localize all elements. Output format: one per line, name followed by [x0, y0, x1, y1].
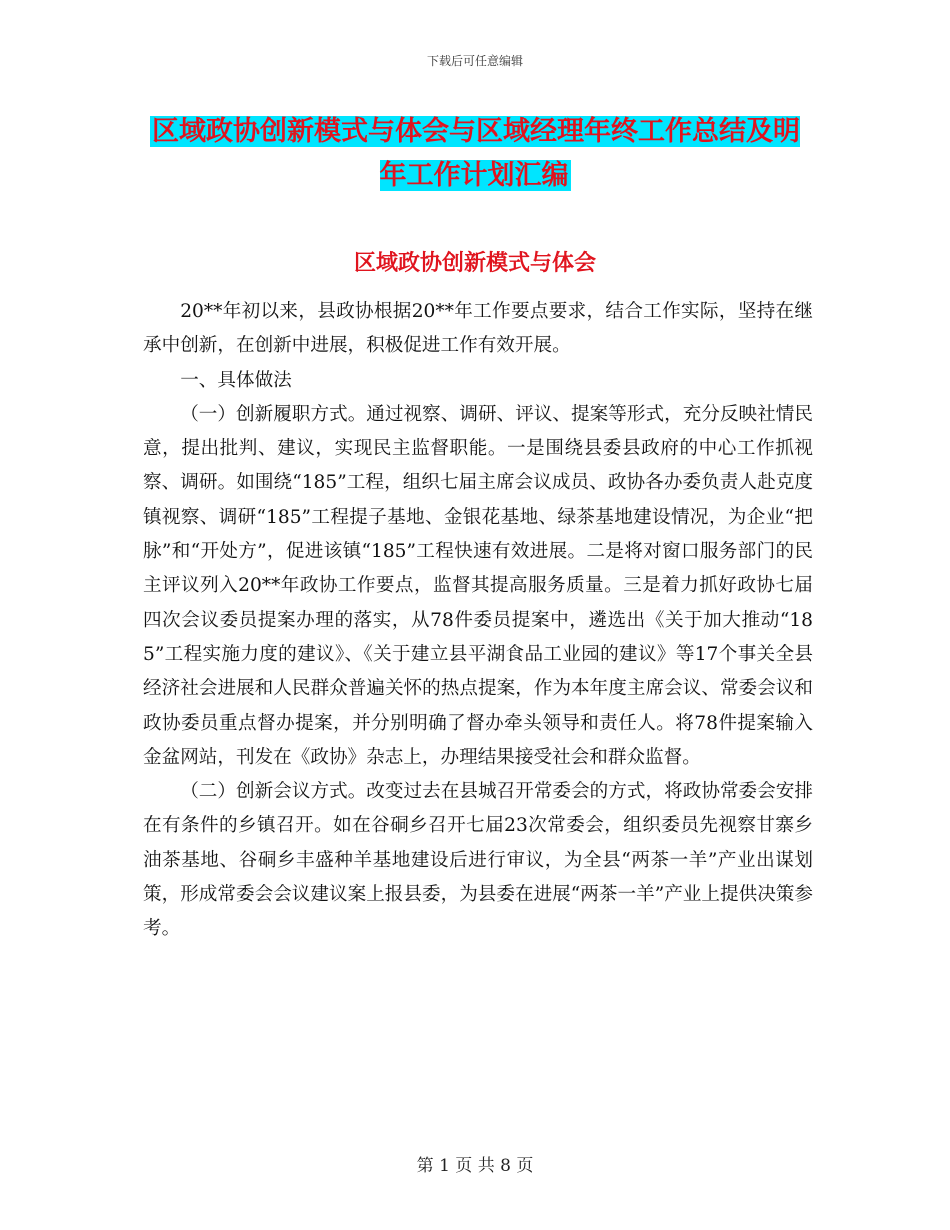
paragraph-innovation-duty: （一）创新履职方式。通过视察、调研、评议、提案等形式，充分反映社情民意，提出批判、建议，实现民主监督职能。一是围绕县委县政府的中心工作抓视察、调研。如围绕“185”工程，组织七届主席会议成员、政协各办委负责人赴克度镇视察、调研“185”工程提子基地、金银花基地、绿茶基地建设情况，为企业“把脉”和“开处方”，促进该镇“185”工程快速有效进展。二是将对窗口服务部门的民主评议列入20**年政协工作要点，监督其提高服务质量。三是着力抓好政协七届四次会议委员提案办理的落实，从78件委员提案中，遴选出《关于加大推动“185”工程实施力度的建议》、《关于建立县平湖食品工业园的建议》等17个事关全县经济社会进展和人民群众普遍关怀的热点提案，作为本年度主席会议、常委会议和政协委员重点督办提案，并分别明确了督办牵头领导和责任人。将78件提案输入金盆网站，刊发在《政协》杂志上，办理结果接受社会和群众监督。	[143, 403, 813, 768]
header-note: 下载后可任意编辑	[426, 54, 523, 68]
paragraph-innovation-meetings: （二）创新会议方式。改变过去在县城召开常委会的方式，将政协常委会安排在有条件的乡镇召开。如在谷硐乡召开七届23次常委会，组织委员先视察甘寨乡油茶基地、谷硐乡丰盛种羊基地建设后进行审议，为全县“两茶一羊”产业出谋划策，形成常委会会议建议案上报县委，为县委在进展“两茶一羊”产业上提供决策参考。	[143, 781, 813, 940]
document-title	[140, 110, 810, 198]
document-body	[143, 295, 813, 947]
page-header	[0, 53, 950, 69]
page-number: 第 1 页 共 8 页	[416, 1156, 534, 1176]
heading-specific-practices: 一、具体做法	[180, 369, 292, 391]
section-title: 区域政协创新模式与体会	[353, 250, 596, 276]
document-title-text: 区域政协创新模式与体会与区域经理年终工作总结及明年工作计划汇编	[152, 116, 800, 191]
page-footer	[0, 1155, 950, 1177]
paragraph-intro: 20**年初以来，县政协根据20**年工作要点要求，结合工作实际，坚持在继承中创新，在创新中进展，积极促进工作有效开展。	[143, 301, 813, 357]
